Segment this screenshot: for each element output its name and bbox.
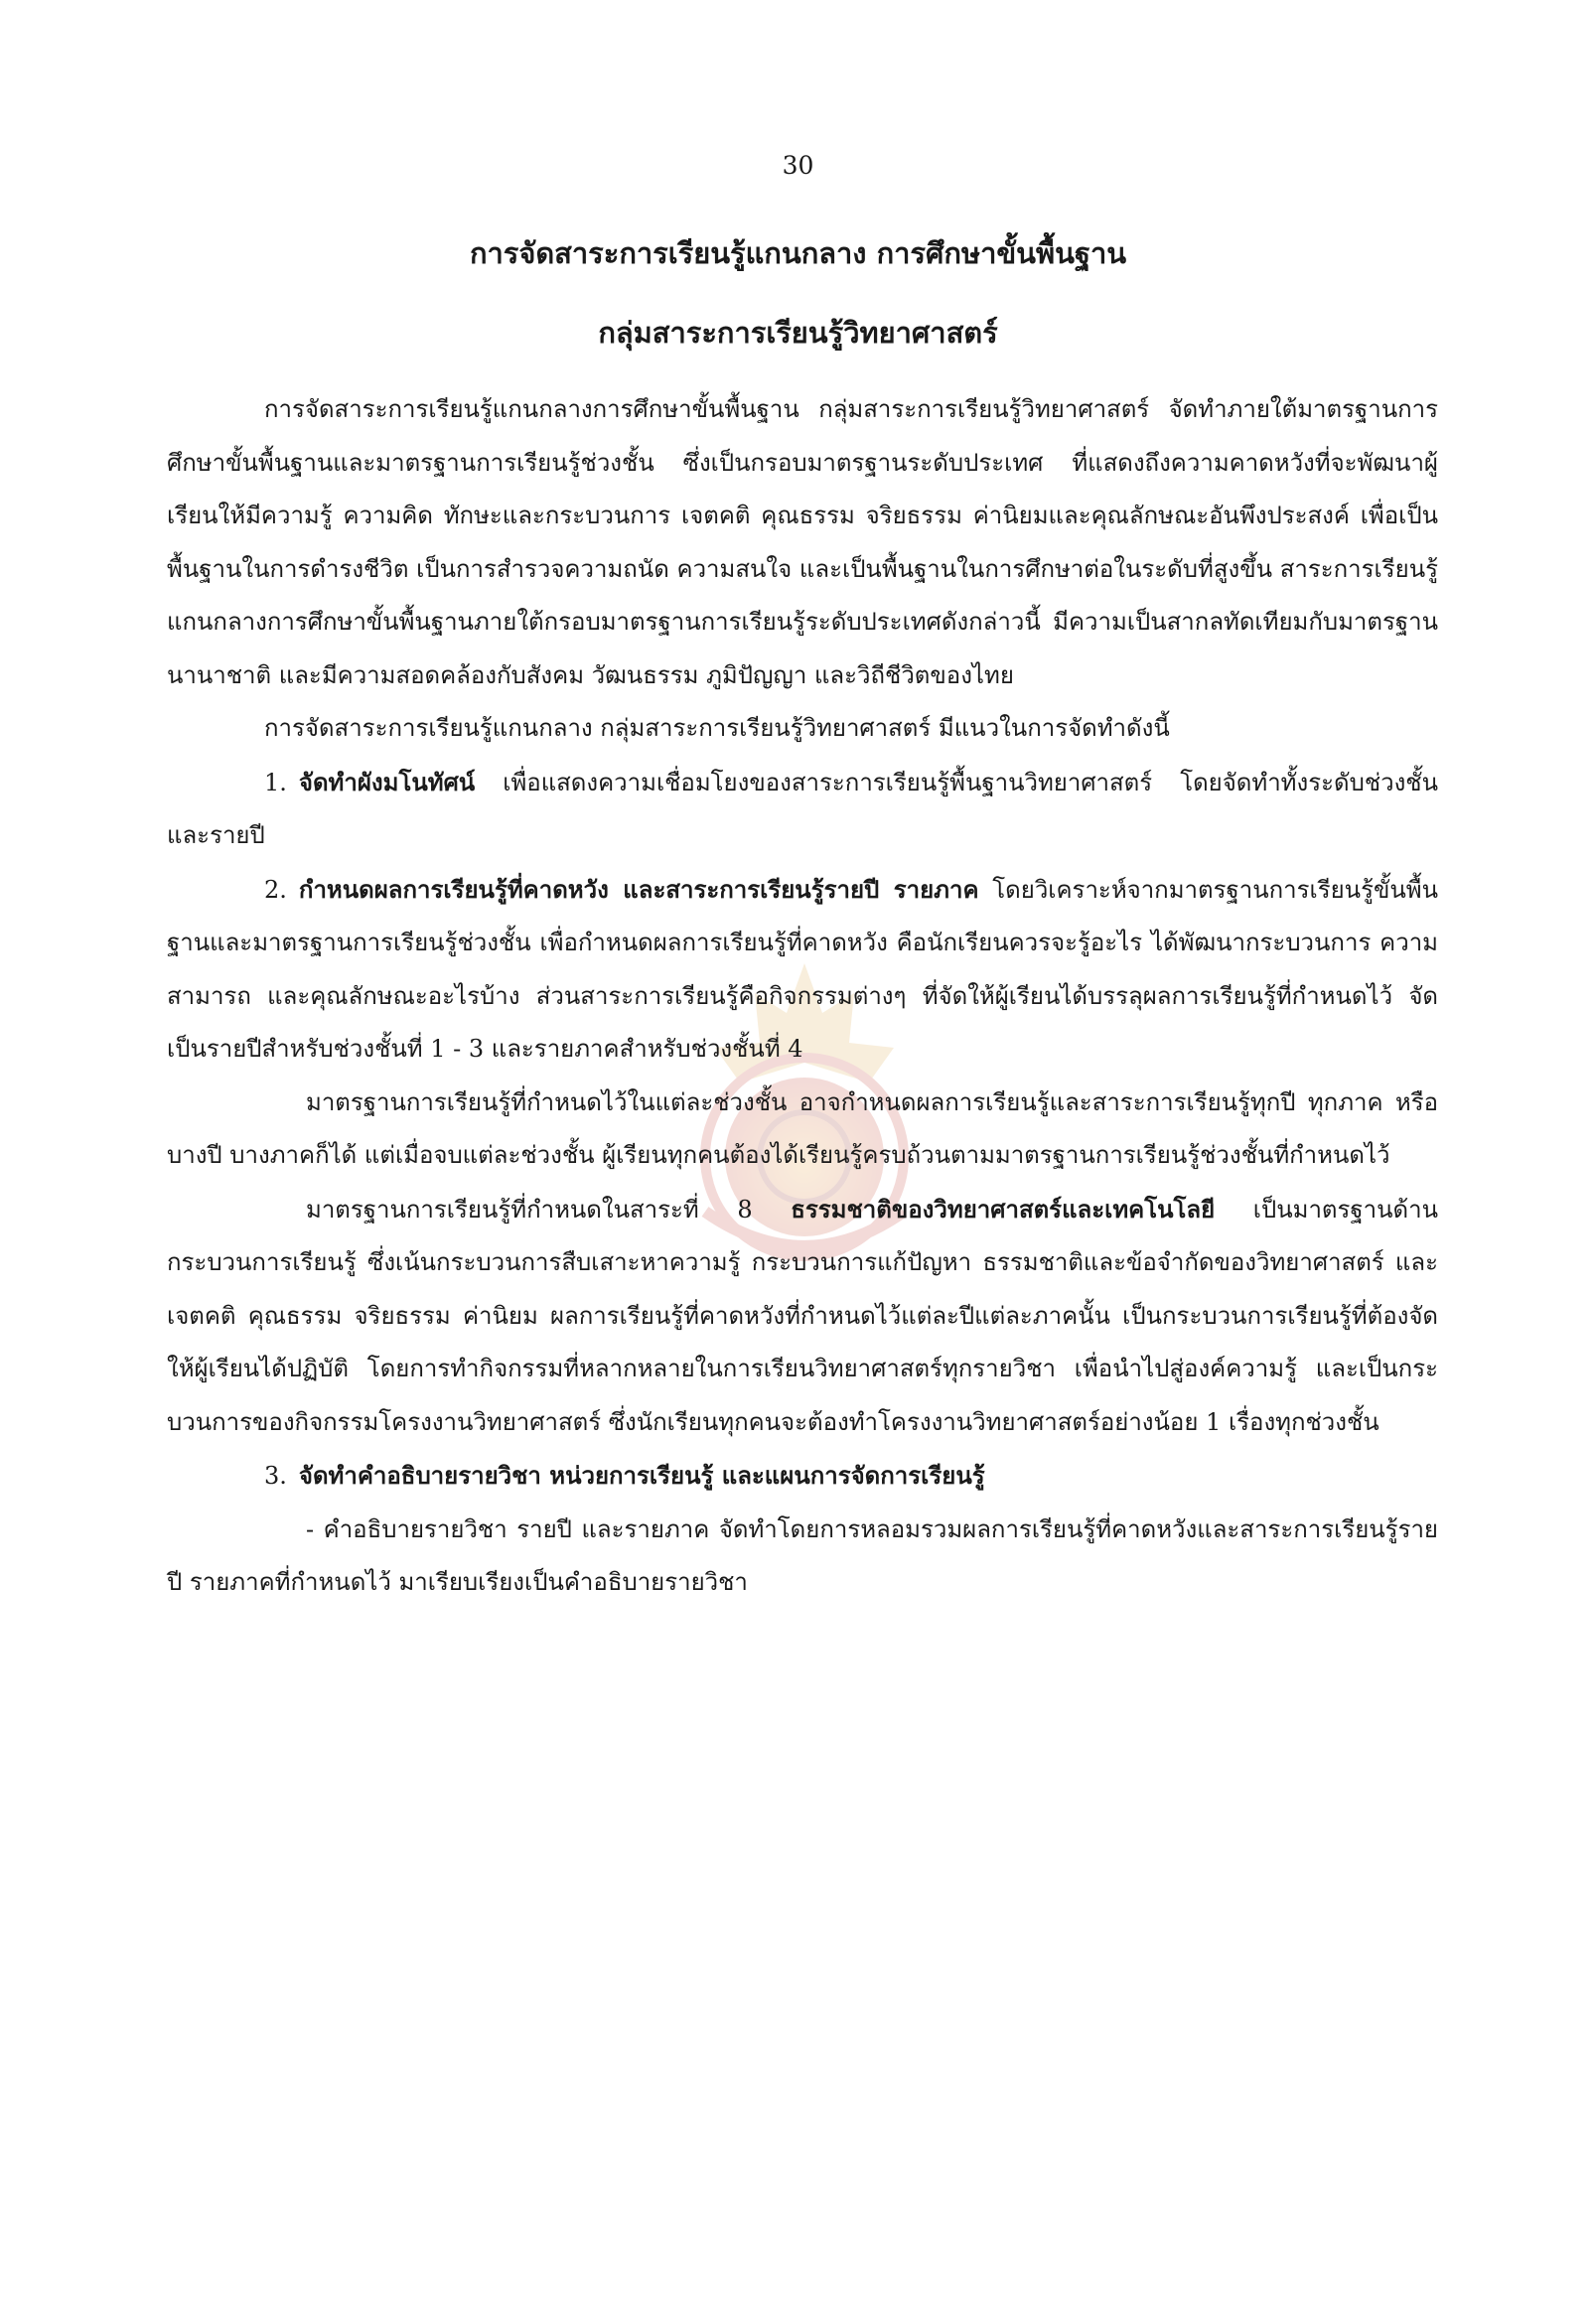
list-item-text: เพื่อแสดงความเชื่อมโยงของสาระการเรียนรู้พื้นฐานวิทยาศาสตร์ โดยจัดทำทั้งระดับช่วงชั้นและรายปี xyxy=(167,768,1438,849)
guideline-paragraph: การจัดสาระการเรียนรู้แกนกลาง กลุ่มสาระการเรียนรู้วิทยาศาสตร์ มีแนวในการจัดทำดังนี้ xyxy=(264,714,1170,742)
list-item-number: 2. xyxy=(264,875,287,904)
list-item-number: 1. xyxy=(264,768,287,796)
list-item-heading: จัดทำผังมโนทัศน์ xyxy=(298,767,476,796)
list-item-3 xyxy=(167,1449,1438,1504)
list-item-2 xyxy=(167,863,1438,1077)
page-title: การจัดสาระการเรียนรู้แกนกลาง การศึกษาขั้นพื้นฐาน xyxy=(469,236,1127,270)
document-body xyxy=(167,383,1438,1610)
strand8-heading: ธรรมชาติของวิทยาศาสตร์และเทคโนโลยี xyxy=(791,1194,1216,1223)
list-item-heading: กำหนดผลการเรียนรู้ที่คาดหวัง และสาระการเรียนรู้รายปี รายภาค xyxy=(298,874,979,904)
page-subtitle: กลุ่มสาระการเรียนรู้วิทยาศาสตร์ xyxy=(598,316,998,350)
strand8-paragraph xyxy=(167,1183,1438,1450)
strand8-text-before: มาตรฐานการเรียนรู้ที่กำหนดในสาระที่ 8 xyxy=(306,1195,792,1223)
list-item-heading: จัดทำคำอธิบายรายวิชา หน่วยการเรียนรู้ และแผนการจัดการเรียนรู้ xyxy=(298,1461,985,1490)
intro-paragraph: การจัดสาระการเรียนรู้แกนกลางการศึกษาขั้นพื้นฐาน กลุ่มสาระการเรียนรู้วิทยาศาสตร์ จัดทำภายใต้มาตรฐานการศึกษาขั้นพื้นฐานและมาตรฐานการเรียนรู้ช่วงชั้น ซึ่งเป็นกรอบมาตรฐานระดับประเทศ ที่แสดงถึงความคาดหวังที่จะพัฒนาผู้เรียนให้มีความรู้ ความคิด ทักษะและกระบวนการ เจตคติ คุณธรรม จริยธรรม ค่านิยมและคุณลักษณะอันพึงประสงค์ เพื่อเป็นพื้นฐานในการดำรงชีวิต เป็นการสำรวจความถนัด ความสนใจ และเป็นพื้นฐานในการศึกษาต่อในระดับที่สูงขึ้น สาระการเรียนรู้แกนกลางการศึกษาขั้นพื้นฐานภายใต้กรอบมาตรฐานการเรียนรู้ระดับประเทศดังกล่าวนี้ มีความเป็นสากลทัดเทียมกับมาตรฐานนานาชาติ และมีความสอดคล้องกับสังคม วัฒนธรรม ภูมิปัญญา และวิถีชีวิตของไทย xyxy=(167,395,1438,689)
list-item-3-sub: - คำอธิบายรายวิชา รายปี และรายภาค จัดทำโดยการหลอมรวมผลการเรียนรู้ที่คาดหวังและสาระการเรียนรู้รายปี รายภาคที่กำหนดไว้ มาเรียบเรียงเป็นคำอธิบายรายวิชา xyxy=(167,1514,1438,1596)
list-item-number: 3. xyxy=(264,1462,287,1490)
strand8-text-after: เป็นมาตรฐานด้านกระบวนการเรียนรู้ ซึ่งเน้นกระบวนการสืบเสาะหาความรู้ กระบวนการแก้ปัญหา ธรรมชาติและข้อจำกัดของวิทยาศาสตร์ และเจตคติ คุณธรรม จริยธรรม ค่านิยม ผลการเรียนรู้ที่คาดหวังที่กำหนดไว้แต่ละปีแต่ละภาคนั้น เป็นกระบวนการเรียนรู้ที่ต้องจัดให้ผู้เรียนได้ปฏิบัติ โดยการทำกิจกรรมที่หลากหลายในการเรียนวิทยาศาสตร์ทุกรายวิชา เพื่อนำไปสู่องค์ความรู้ และเป็นกระบวนการของกิจกรรมโครงงานวิทยาศาสตร์ ซึ่งนักเรียนทุกคนจะต้องทำโครงงานวิทยาศาสตร์อย่างน้อย 1 เรื่องทุกช่วงชั้น xyxy=(167,1195,1438,1436)
page-number: 30 xyxy=(782,151,814,180)
standards-paragraph: มาตรฐานการเรียนรู้ที่กำหนดไว้ในแต่ละช่วงชั้น อาจกำหนดผลการเรียนรู้และสาระการเรียนรู้ทุกปี ทุกภาค หรือบางปี บางภาคก็ได้ แต่เมื่อจบแต่ละช่วงชั้น ผู้เรียนทุกคนต้องได้เรียนรู้ครบถ้วนตามมาตรฐานการเรียนรู้ช่วงชั้นที่กำหนดไว้ xyxy=(167,1087,1438,1169)
list-item-text: โดยวิเคราะห์จากมาตรฐานการเรียนรู้ขั้นพื้นฐานและมาตรฐานการเรียนรู้ช่วงชั้น เพื่อกำหนดผลการเรียนรู้ที่คาดหวัง คือนักเรียนควรจะรู้อะไร ได้พัฒนากระบวนการ ความสามารถ และคุณลักษณะอะไรบ้าง ส่วนสาระการเรียนรู้คือกิจกรรมต่างๆ ที่จัดให้ผู้เรียนได้บรรลุผลการเรียนรู้ที่กำหนดไว้ จัดเป็นรายปีสำหรับช่วงชั้นที่ 1 - 3 และรายภาคสำหรับช่วงชั้นที่ 4 xyxy=(167,875,1438,1063)
list-item-1 xyxy=(167,756,1438,863)
